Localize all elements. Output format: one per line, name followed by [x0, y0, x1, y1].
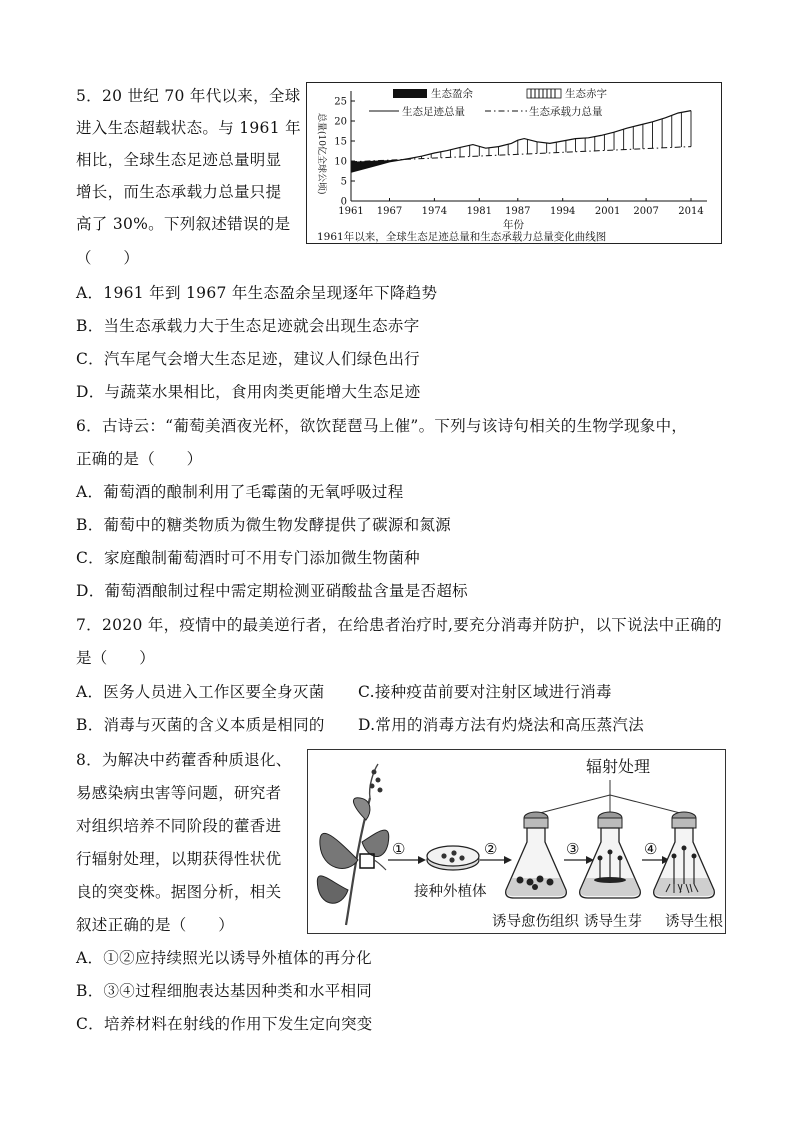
- y-tick-label: 20: [334, 116, 347, 128]
- y-axis-label: 总量(10亿全球公顷): [316, 113, 326, 195]
- q8-line: 行辐射处理，以期获得性状优: [76, 850, 282, 868]
- q6-option-c: C．家庭酿制葡萄酒时可不用专门添加微生物菌种: [76, 549, 420, 567]
- ecological-footprint-chart: [306, 82, 722, 244]
- label-shoots: 诱导生芽: [584, 914, 642, 930]
- q8-option-a: A．①②应持续照光以诱导外植体的再分化: [76, 949, 372, 967]
- step-2-label: ②: [484, 840, 498, 858]
- step-2-arrowhead: [504, 856, 512, 864]
- q6-option-a: A．葡萄酒的酿制利用了毛霉菌的无氧呼吸过程: [76, 483, 404, 501]
- legend-deficit-swatch: [527, 89, 561, 98]
- chart-svg: [307, 83, 721, 243]
- figure-svg: [308, 750, 725, 933]
- label-roots: 诱导生根: [665, 914, 723, 930]
- flask-callus-icon: [506, 812, 567, 898]
- x-tick-label: 1967: [376, 206, 403, 217]
- q8-line: 8．为解决中药藿香种质退化、: [76, 751, 292, 769]
- x-tick-label: 1961: [338, 206, 364, 217]
- footprint-line: [351, 111, 691, 173]
- step-1-arrowhead: [418, 856, 426, 864]
- q5-option-b: B．当生态承载力大于生态足迹就会出现生态赤字: [76, 317, 420, 335]
- step-3-label: ③: [566, 840, 580, 858]
- q5-line: 高了 30%。下列叙述错误的是: [76, 215, 291, 233]
- tissue-culture-figure: [307, 749, 726, 934]
- legend-footprint-label: 生态足迹总量: [402, 106, 465, 118]
- plant-icon: [317, 764, 388, 925]
- x-tick-label: 1994: [549, 206, 576, 217]
- q5-line: 进入生态超载状态。与 1961 年: [76, 119, 301, 137]
- x-axis-label: 年份: [503, 219, 524, 231]
- radiation-title: 辐射处理: [586, 757, 651, 776]
- q5-option-a: A．1961 年到 1967 年生态盈余呈现逐年下降趋势: [76, 284, 438, 302]
- q5-line: 相比，全球生态足迹总量明显: [76, 151, 282, 169]
- q5-option-c: C．汽车尾气会增大生态足迹，建议人们绿色出行: [76, 350, 420, 368]
- q8-option-c: C．培养材料在射线的作用下发生定向突变: [76, 1015, 373, 1033]
- label-inoculate: 接种外植体: [414, 884, 487, 900]
- q6-option-b: B．葡萄中的糖类物质为微生物发酵提供了碳源和氮源: [76, 516, 452, 534]
- x-tick-label: 1981: [466, 206, 493, 217]
- x-tick-label: 1974: [421, 206, 448, 217]
- step-1-label: ①: [392, 840, 406, 858]
- y-tick-label: 10: [334, 156, 347, 168]
- petri-dish-icon: [427, 846, 479, 870]
- q6-stem-line1: 6．古诗云：“葡萄美酒夜光杯，欲饮琵琶马上催”。下列与该诗句相关的生物学现象中，: [76, 417, 688, 435]
- step-4-label: ④: [644, 840, 658, 858]
- flask-shoots-icon: [580, 812, 641, 898]
- q7-option-a: A．医务人员进入工作区要全身灭菌: [76, 683, 325, 701]
- legend-surplus-swatch: [393, 89, 427, 98]
- x-tick-label: 2014: [678, 206, 704, 217]
- q7-option-b: B．消毒与灭菌的含义本质是相同的: [76, 716, 325, 734]
- q6-stem-line2: 正确的是（ ）: [76, 450, 203, 468]
- q7-stem-line1: 7．2020 年，疫情中的最美逆行者，在给患者治疗时,要充分消毒并防护，以下说法中正确的: [76, 616, 722, 634]
- y-tick-label: 25: [334, 96, 347, 108]
- legend-capacity-label: 生态承载力总量: [529, 106, 603, 118]
- radiation-line-left: [536, 795, 610, 814]
- q5-line: 5．20 世纪 70 年代以来，全球: [76, 87, 301, 105]
- q7-option-c: C.接种疫苗前要对注射区域进行消毒: [358, 683, 612, 701]
- x-tick-label: 2007: [633, 206, 659, 217]
- y-tick-label: 0: [340, 196, 347, 208]
- legend-surplus-label: 生态盈余: [431, 88, 473, 100]
- q8-line: 叙述正确的是（ ）: [76, 916, 235, 934]
- chart-caption: 1961年以来，全球生态足迹总量和生态承载力总量变化曲线图: [317, 231, 607, 243]
- legend-deficit-label: 生态赤字: [565, 88, 607, 100]
- q8-option-b: B．③④过程细胞表达基因种类和水平相同: [76, 982, 373, 1000]
- q7-option-d: D.常用的消毒方法有灼烧法和高压蒸汽法: [358, 716, 645, 734]
- legend-deficit-hatch: [531, 89, 555, 98]
- q5-line: 增长，而生态承载力总量只提: [76, 183, 282, 201]
- label-callus: 诱导愈伤组织: [492, 914, 579, 930]
- y-ticks: [334, 97, 355, 208]
- y-tick-label: 15: [334, 136, 347, 148]
- q6-option-d: D．葡萄酒酿制过程中需定期检测亚硝酸盐含量是否超标: [76, 582, 468, 600]
- radiation-line-right: [610, 795, 684, 814]
- y-tick-label: 5: [340, 176, 347, 188]
- q5-option-d: D．与蔬菜水果相比，食用肉类更能增大生态足迹: [76, 383, 421, 401]
- q5-answer-blank: （ ）: [76, 249, 140, 267]
- q8-line: 良的突变株。据图分析，相关: [76, 883, 282, 901]
- q8-line: 对组织培养不同阶段的藿香进: [76, 817, 282, 835]
- x-tick-label: 2001: [594, 206, 621, 217]
- q8-line: 易感染病虫害等问题，研究者: [76, 784, 282, 802]
- x-tick-label: 1987: [505, 206, 531, 217]
- flask-roots-icon: [654, 812, 715, 898]
- q7-stem-line2: 是（ ）: [76, 649, 156, 667]
